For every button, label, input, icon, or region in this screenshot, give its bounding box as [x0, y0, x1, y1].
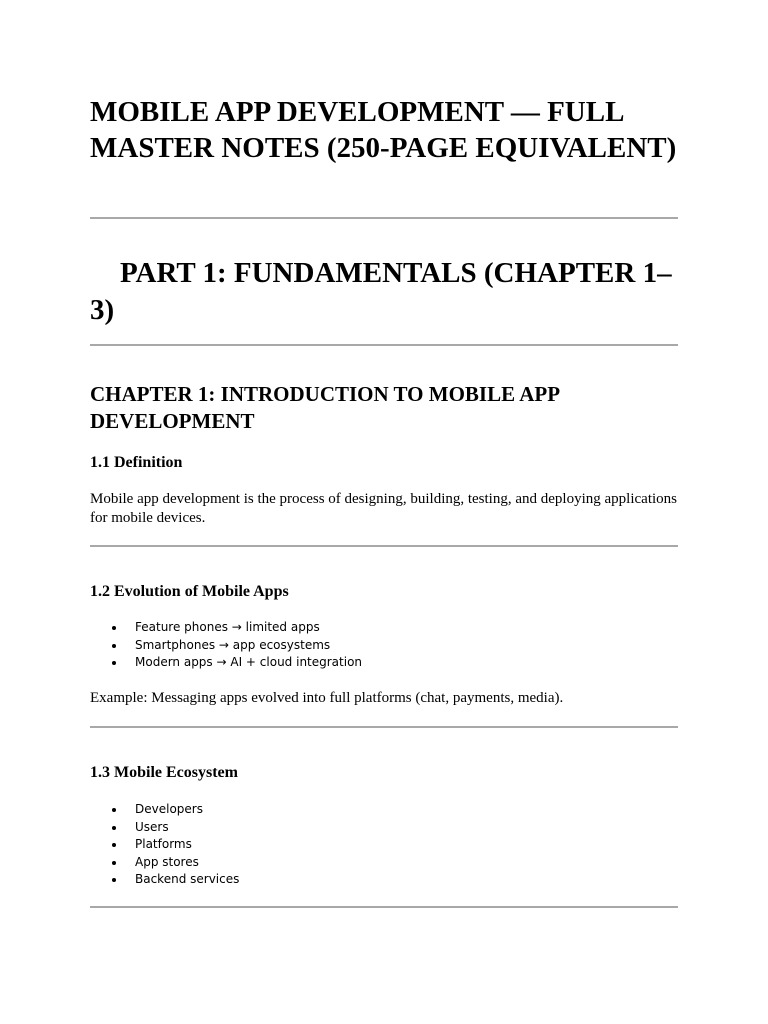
horizontal-rule: [90, 217, 678, 219]
section-heading-definition: 1.1 Definition: [90, 454, 183, 471]
horizontal-rule: [90, 545, 678, 547]
definition-paragraph: Mobile app development is the process of designing, building, testing, and deploying applications for mobile devices.: [90, 491, 677, 526]
section-heading-evolution: 1.2 Evolution of Mobile Apps: [90, 583, 289, 600]
list-item: [90, 654, 362, 672]
list-item: [90, 637, 362, 655]
document-title: MOBILE APP DEVELOPMENT — FULL MASTER NOTES (250-PAGE EQUIVALENT): [90, 96, 677, 164]
part-title: PART 1: FUNDAMENTALS (CHAPTER 1–3): [90, 257, 672, 326]
list-item-text: Smartphones → app ecosystems: [135, 637, 331, 652]
list-item-text: App stores: [135, 854, 199, 869]
list-item-text: Developers: [135, 802, 203, 816]
bullet-icon: [112, 644, 116, 648]
evolution-bullet-list: [90, 619, 362, 672]
list-item: [90, 819, 239, 837]
list-item: [90, 619, 362, 637]
horizontal-rule: [90, 726, 678, 728]
list-item-text: Modern apps → AI + cloud integration: [135, 655, 363, 669]
list-item-text: Users: [135, 819, 169, 834]
bullet-icon: [112, 808, 116, 812]
horizontal-rule: [90, 344, 678, 346]
section-heading-ecosystem: 1.3 Mobile Ecosystem: [90, 764, 238, 781]
bullet-icon: [112, 878, 116, 882]
list-item: [90, 854, 239, 872]
evolution-example-paragraph: Example: Messaging apps evolved into full platforms (chat, payments, media).: [90, 690, 564, 706]
list-item-text: Backend services: [135, 872, 240, 886]
bullet-icon: [112, 843, 116, 847]
ecosystem-bullet-list: [90, 801, 239, 889]
list-item: [90, 871, 239, 889]
bullet-icon: [112, 826, 116, 830]
list-item-text: Platforms: [135, 837, 192, 851]
list-item: [90, 801, 239, 819]
bullet-icon: [112, 626, 116, 630]
list-item: [90, 836, 239, 854]
chapter-title: CHAPTER 1: INTRODUCTION TO MOBILE APP DEVELOPMENT: [90, 382, 559, 433]
bullet-icon: [112, 861, 116, 865]
bullet-icon: [112, 661, 116, 665]
horizontal-rule: [90, 906, 678, 908]
list-item-text: Feature phones → limited apps: [135, 620, 320, 634]
